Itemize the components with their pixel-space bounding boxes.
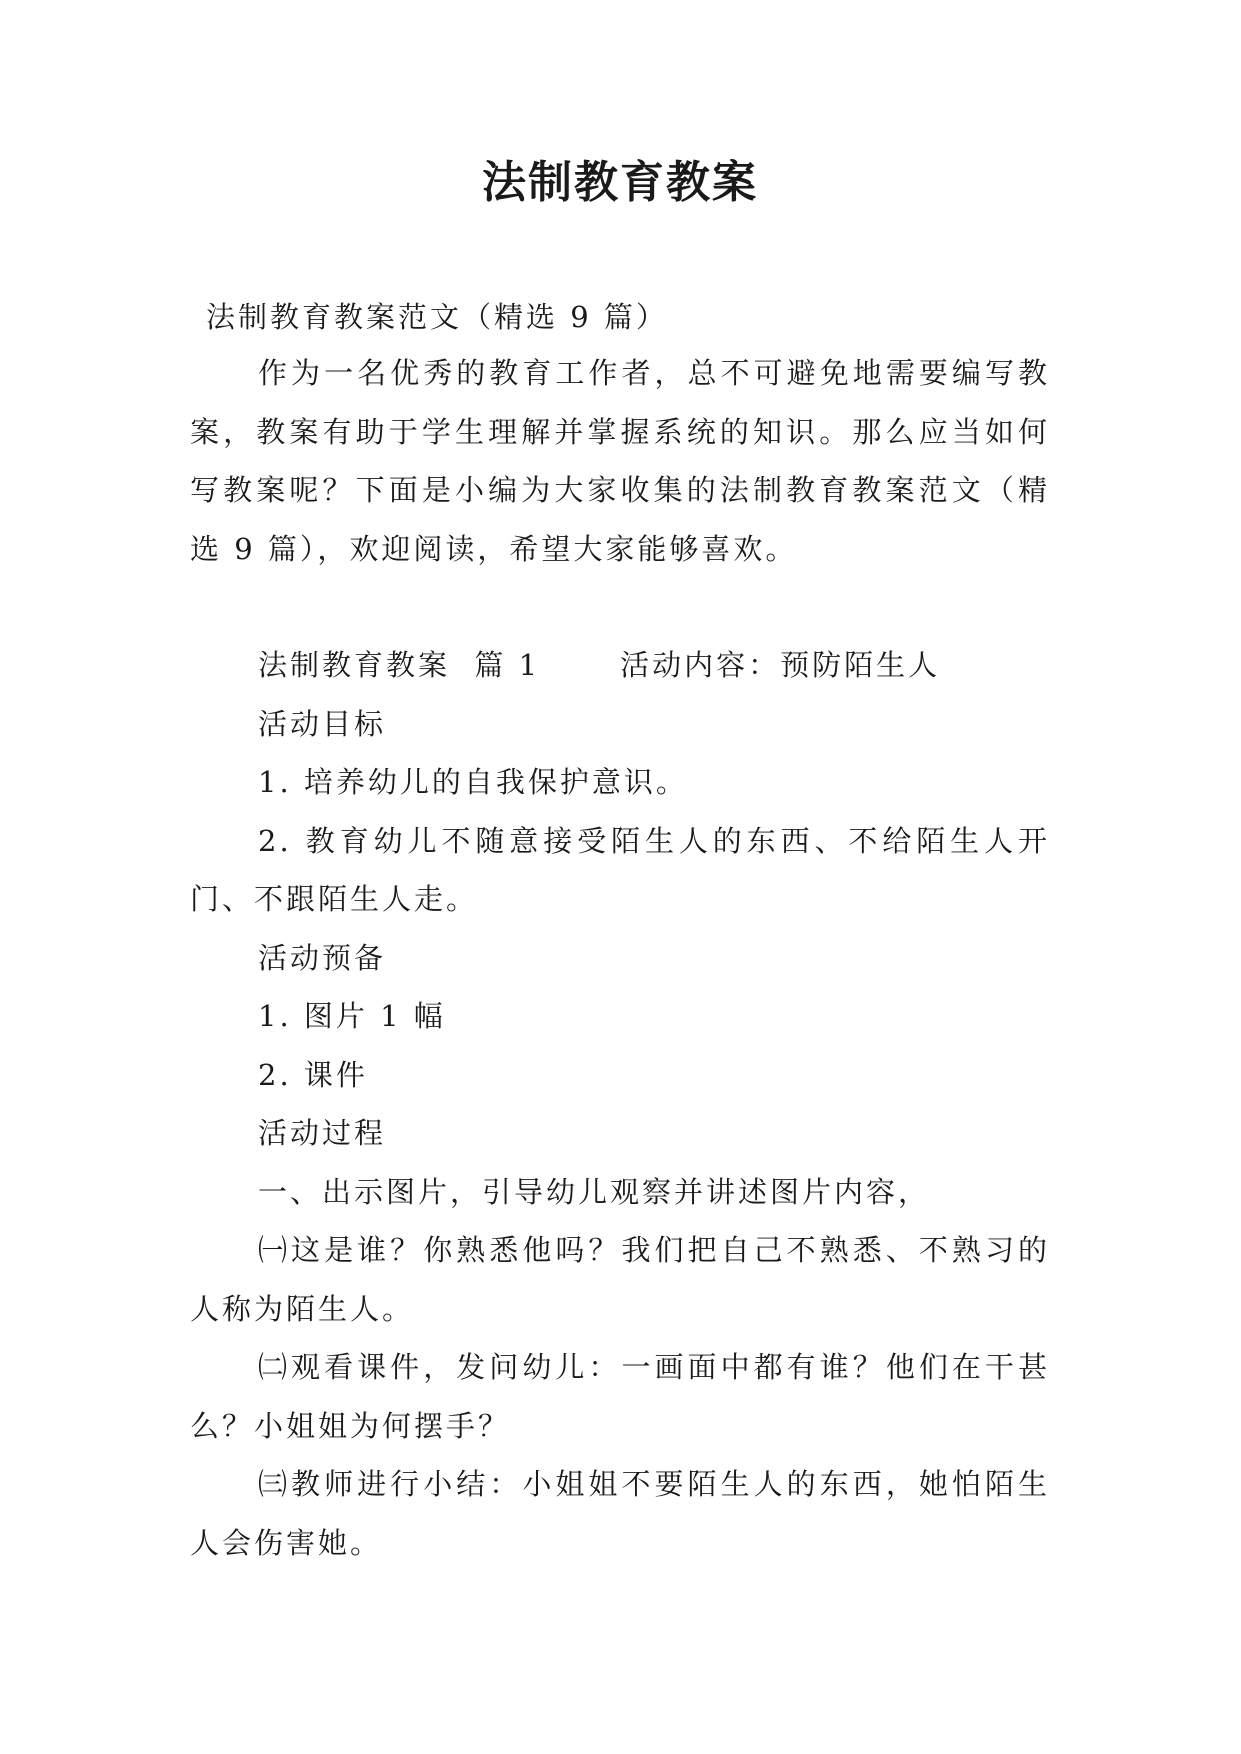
goal-item: 1. 培养幼儿的自我保护意识。 xyxy=(258,765,688,799)
document-title: 法制教育教案 xyxy=(482,157,758,208)
prep-item: 2. 课件 xyxy=(258,1057,368,1092)
intro-paragraph: 作为一名优秀的教育工作者，总不可避免地需要编写教案，教案有助于学生理解并掌握系统的知识。那么应当如何写教案呢？下面是小编为大家收集的法制教育教案范文（精选 9 篇），欢迎阅读，希望大家能够喜欢。 xyxy=(190,356,1050,566)
process-substep: ㈠这是谁？你熟悉他吗？我们把自己不熟悉、不熟习的人称为陌生人。 xyxy=(190,1233,1050,1326)
goals-label: 活动目标 xyxy=(258,706,387,741)
process-substep: ㈡观看课件，发问幼儿：一画面中都有谁？他们在干甚么？小姐姐为何摆手？ xyxy=(190,1350,1050,1443)
process-substep: ㈢教师进行小结：小姐姐不要陌生人的东西，她怕陌生人会伤害她。 xyxy=(190,1467,1050,1560)
document-page xyxy=(190,0,1050,1754)
activity-content: 活动内容：预防陌生人 xyxy=(620,648,941,682)
process-step: 一、出示图片，引导幼儿观察并讲述图片内容， xyxy=(258,1174,931,1209)
process-label: 活动过程 xyxy=(258,1116,387,1150)
paragraph-gap xyxy=(190,578,1050,636)
prep-label: 活动预备 xyxy=(258,940,387,975)
prep-item: 1. 图片 1 幅 xyxy=(258,999,446,1033)
section-heading xyxy=(190,636,1050,695)
document-subtitle: 法制教育教案范文（精选 9 篇） xyxy=(206,300,668,334)
document-body xyxy=(190,344,1050,1572)
section-title: 法制教育教案 篇 1 xyxy=(258,648,541,682)
goal-item: 2. 教育幼儿不随意接受陌生人的东西、不给陌生人开门、不跟陌生人走。 xyxy=(190,823,1050,916)
